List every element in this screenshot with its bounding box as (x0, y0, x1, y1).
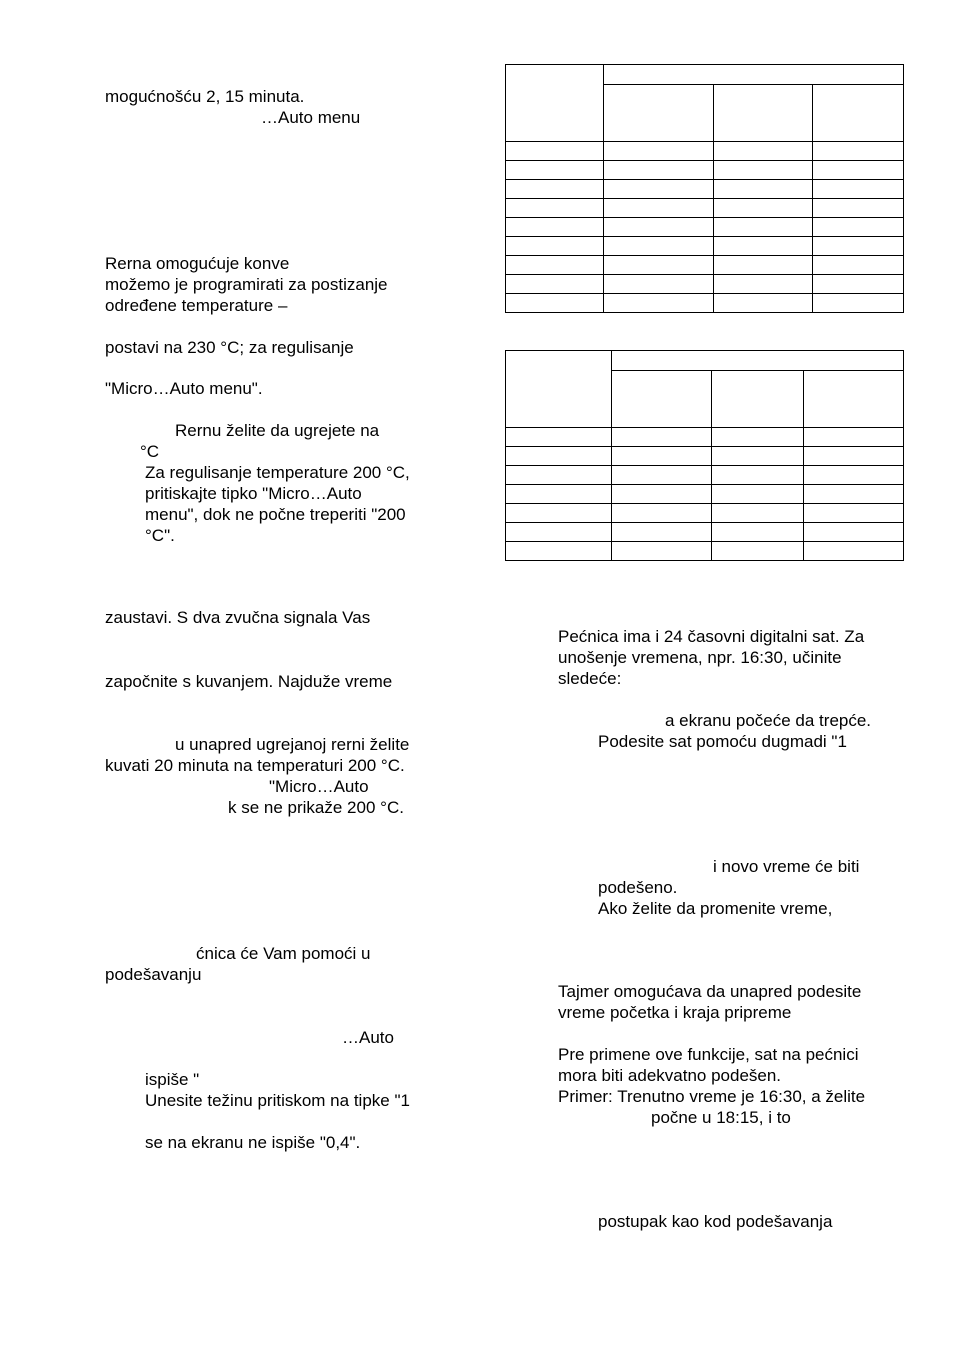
table-row (506, 161, 904, 180)
text-line: …Auto (342, 1028, 394, 1047)
text-line: Pre primene ove funkcije, sat na pećnici (558, 1045, 859, 1064)
table-cell (506, 65, 604, 142)
text-line: određene temperature – (105, 296, 288, 315)
text-line: °C". (145, 526, 175, 545)
text-line: Pećnica ima i 24 časovni digitalni sat. Za (558, 627, 865, 646)
text-line: podešeno. (598, 878, 678, 897)
text-line: zaustavi. S dva zvučna signala Vas (105, 608, 371, 627)
table-row (506, 180, 904, 199)
text-line: a ekranu počeće da trepće. (665, 711, 872, 730)
text-line: Rernu želite da ugrejete na (175, 421, 380, 440)
table-cell (506, 351, 612, 428)
table-cell (612, 351, 904, 371)
table-row (506, 447, 904, 466)
table-cell (604, 65, 904, 85)
table-row (506, 256, 904, 275)
table-row (506, 275, 904, 294)
text-line: "Micro…Auto menu". (105, 379, 263, 398)
text-line: unošenje vremena, npr. 16:30, učinite (558, 648, 842, 667)
text-line: Primer: Trenutno vreme je 16:30, a želite (558, 1087, 866, 1106)
text-line: postavi na 230 °C; za regulisanje (105, 338, 354, 357)
text-line: i novo vreme će biti (713, 857, 860, 876)
table-row (506, 542, 904, 561)
table-cell (714, 85, 813, 142)
text-line: mora biti adekvatno podešen. (558, 1066, 782, 1085)
text-line: u unapred ugrejanoj rerni želite (175, 735, 410, 754)
text-line: Unesite težinu pritiskom na tipke "1 (145, 1091, 410, 1110)
table-row (506, 485, 904, 504)
table-row (506, 523, 904, 542)
table-row (506, 142, 904, 161)
empty-table-1 (505, 64, 904, 313)
text-line: možemo je programirati za postizanje (105, 275, 388, 294)
text-line: …Auto menu (261, 108, 361, 127)
text-line: počne u 18:15, i to (651, 1108, 791, 1127)
text-line: ćnica će Vam pomoći u (196, 944, 371, 963)
text-line: mogućnošću 2, 15 minuta. (105, 87, 305, 106)
table-cell (804, 371, 904, 428)
table-row (506, 428, 904, 447)
table-cell (604, 85, 714, 142)
text-line: Podesite sat pomoću dugmadi "1 (598, 732, 847, 751)
text-line: "Micro…Auto (269, 777, 369, 796)
text-line: °C (140, 442, 160, 461)
table-cell (813, 85, 904, 142)
table-row (506, 294, 904, 313)
table-row (506, 199, 904, 218)
empty-table-2 (505, 350, 904, 561)
text-line: započnite s kuvanjem. Najduže vreme (105, 672, 393, 691)
text-line: menu", dok ne počne treperiti "200 (145, 505, 406, 524)
text-line: ispiše " (145, 1070, 200, 1089)
text-line: vreme početka i kraja pripreme (558, 1003, 792, 1022)
table-row (506, 237, 904, 256)
text-line: Rerna omogućuje konve (105, 254, 290, 273)
text-line: sledeće: (558, 669, 622, 688)
text-line: pritiskajte tipko "Micro…Auto (145, 484, 362, 503)
text-line: Tajmer omogućava da unapred podesite (558, 982, 862, 1001)
table-row (506, 466, 904, 485)
text-line: se na ekranu ne ispiše "0,4". (145, 1133, 361, 1152)
table-row (506, 218, 904, 237)
text-line: podešavanju (105, 965, 202, 984)
table-cell (712, 371, 804, 428)
text-line: Ako želite da promenite vreme, (598, 899, 833, 918)
table-cell (612, 371, 712, 428)
table-row (506, 504, 904, 523)
text-line: k se ne prikaže 200 °C. (228, 798, 404, 817)
text-line: kuvati 20 minuta na temperaturi 200 °C. (105, 756, 405, 775)
text-line: postupak kao kod podešavanja (598, 1212, 833, 1231)
text-line: Za regulisanje temperature 200 °C, (145, 463, 410, 482)
